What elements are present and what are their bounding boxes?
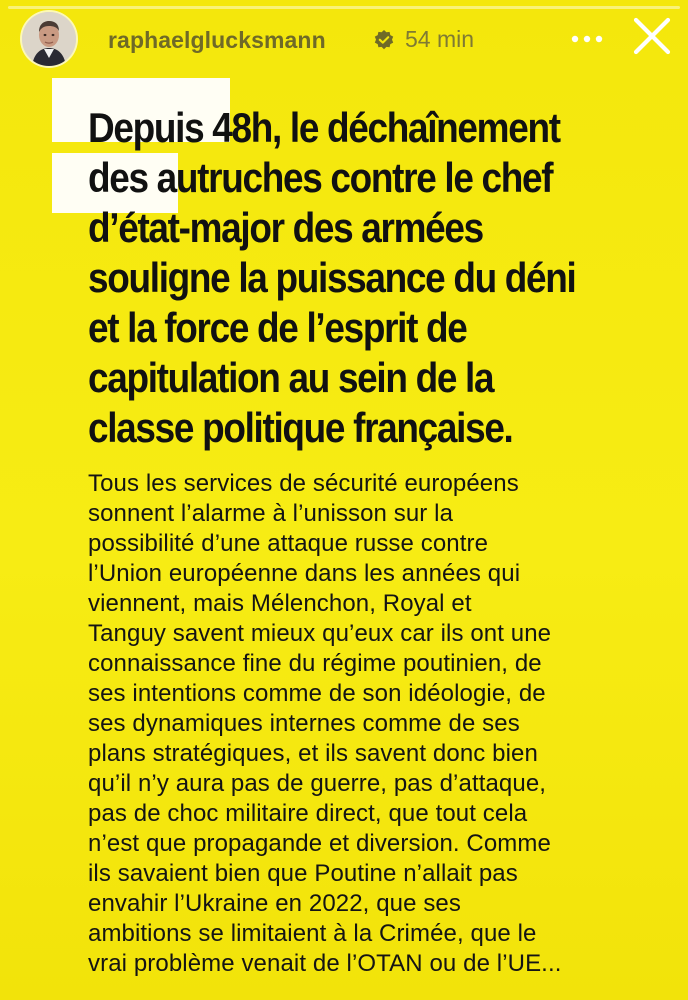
- avatar[interactable]: [22, 12, 76, 66]
- avatar-image: [22, 12, 76, 66]
- close-icon[interactable]: [630, 14, 674, 58]
- verified-badge-icon: [373, 29, 395, 51]
- more-options-icon[interactable]: [562, 22, 612, 56]
- story-progress-bar: [8, 6, 680, 9]
- post-headline: Depuis 48h, le déchaînement des autruches contre le chef d’état-major des armées souligne la puissance du déni et la force de l’esprit de capitulation au sein de la classe politique française.: [88, 104, 576, 451]
- post-body-text: Tous les services de sécurité européens sonnent l’alarme à l’unisson sur la possibilité d’une attaque russe contre l’Union européenne dans les années qui viennent, mais Mélenchon, Royal et Tanguy savent mieux qu’eux car ils ont une connaissance fine du régime poutinien, de ses intentions comme de son idéologie, de ses dynamiques internes comme de ses plans stratégiques, et ils savent donc bien qu’il n’y aura pas de guerre, pas d’attaque, pas de choc militaire direct, que tout cela n’est que propagande et diversion. Comme ils savaient bien que Poutine n’allait pas envahir l’Ukraine en 2022, que ses ambitions se limitaient à la Crimée, que le vrai problème venait de l’OTAN ou de l’UE...: [88, 470, 562, 977]
- story-header: [22, 12, 672, 68]
- username[interactable]: raphaelglucksmann: [108, 27, 326, 53]
- post-timestamp: 54 min: [405, 26, 475, 52]
